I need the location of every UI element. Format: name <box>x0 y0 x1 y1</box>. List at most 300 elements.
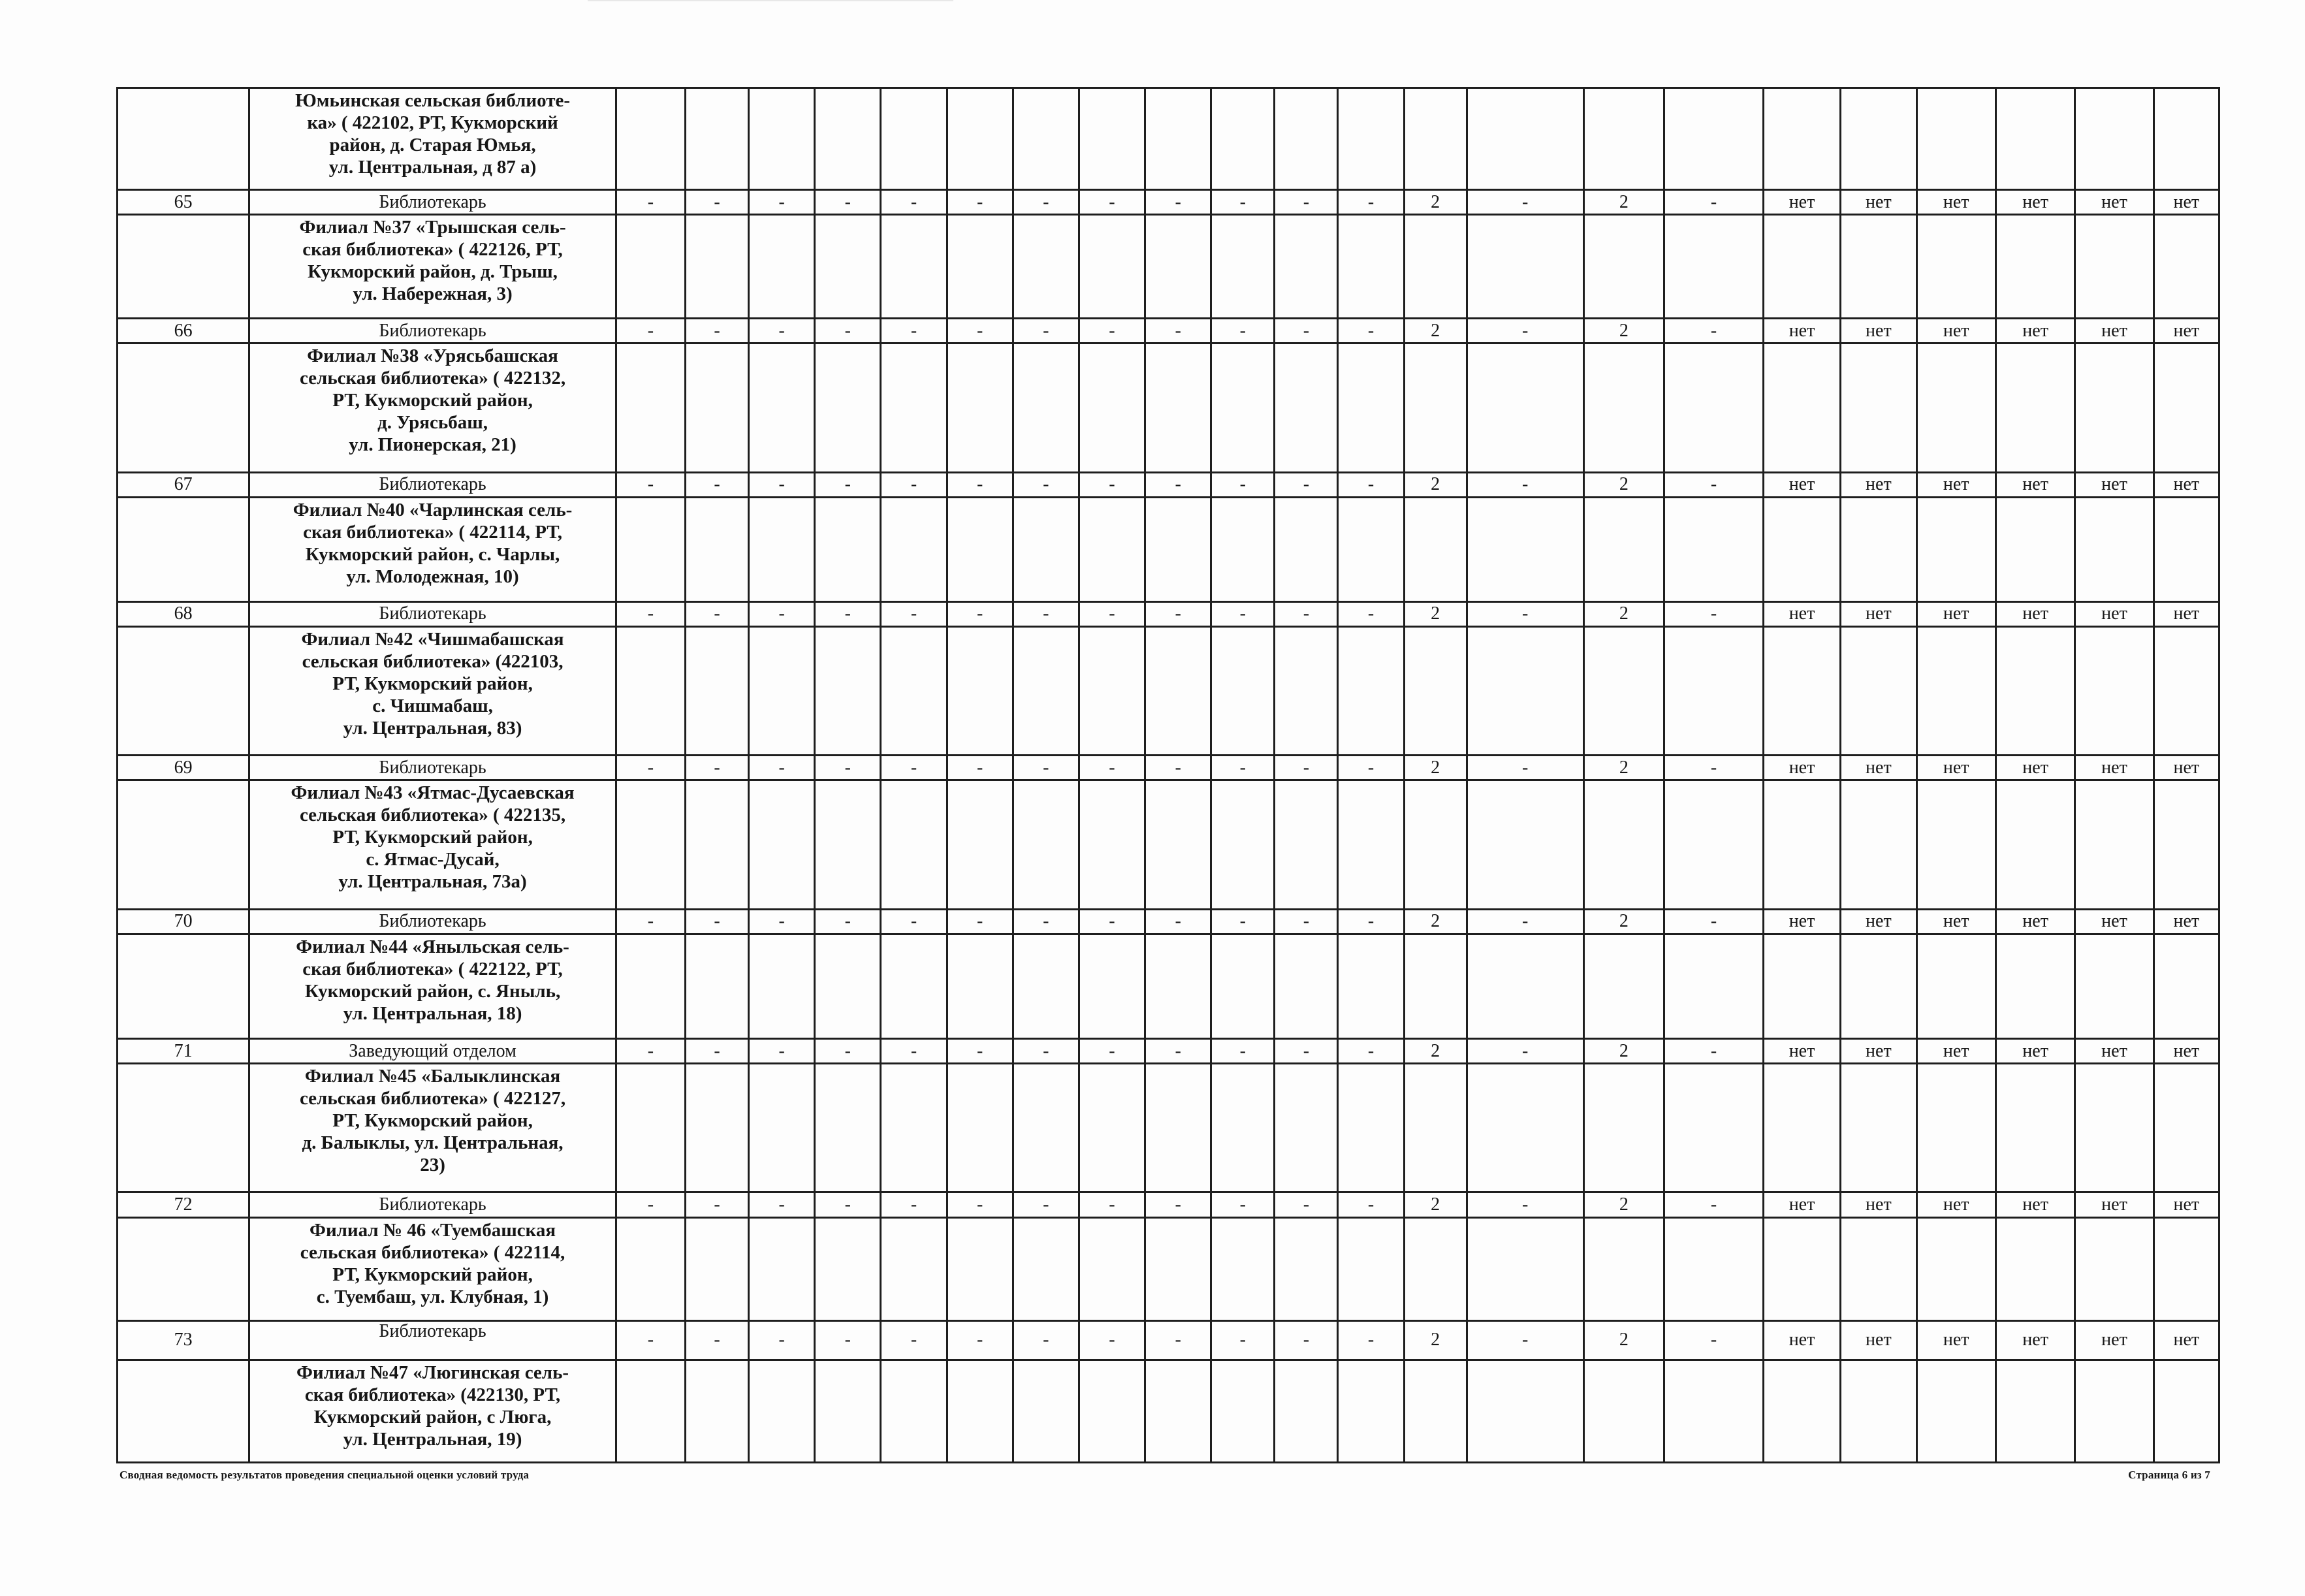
position-title-cell: Библиотекарь <box>249 909 616 934</box>
empty-cell <box>1664 1217 1764 1320</box>
empty-cell <box>1338 343 1404 472</box>
value-cell: - <box>1145 1192 1211 1217</box>
value-cell: - <box>1145 189 1211 214</box>
value-cell: нет <box>1995 909 2074 934</box>
value-cell: - <box>685 189 748 214</box>
table-row-position <box>118 601 2219 626</box>
value-cell: - <box>1338 601 1404 626</box>
empty-cell <box>1079 627 1145 756</box>
empty-cell <box>947 1064 1013 1192</box>
value-cell: 2 <box>1583 319 1664 343</box>
branch-address-cell: Филиал №45 «Балыклинская сельская библиотека» ( 422127, РТ, Кукморский район, д. Балыклы, ул. Центральная, 23) <box>249 1064 616 1192</box>
empty-cell <box>1338 934 1404 1038</box>
row-number-cell <box>118 497 249 601</box>
empty-cell <box>616 215 685 319</box>
value-cell: нет <box>1841 319 1916 343</box>
empty-cell <box>1763 1360 1840 1462</box>
empty-cell <box>1841 627 1916 756</box>
value-cell: - <box>881 1038 947 1063</box>
empty-cell <box>1145 343 1211 472</box>
empty-cell <box>1145 1217 1211 1320</box>
empty-cell <box>1467 1360 1583 1462</box>
empty-cell <box>815 88 881 190</box>
empty-cell <box>1404 627 1467 756</box>
empty-cell <box>1079 497 1145 601</box>
value-cell: - <box>1275 1192 1338 1217</box>
empty-cell <box>2075 1217 2154 1320</box>
empty-cell <box>685 88 748 190</box>
value-cell: - <box>815 472 881 497</box>
table-row-branch-address <box>118 1064 2219 1192</box>
empty-cell <box>1995 497 2074 601</box>
empty-cell <box>1664 780 1764 909</box>
empty-cell <box>1995 1064 2074 1192</box>
empty-cell <box>1763 1217 1840 1320</box>
empty-cell <box>1841 934 1916 1038</box>
empty-cell <box>1583 343 1664 472</box>
value-cell: нет <box>1995 756 2074 780</box>
empty-cell <box>1995 88 2074 190</box>
value-cell: - <box>947 472 1013 497</box>
empty-cell <box>1275 1360 1338 1462</box>
empty-cell <box>2154 215 2219 319</box>
empty-cell <box>685 627 748 756</box>
empty-cell <box>1211 780 1275 909</box>
value-cell: - <box>1664 601 1764 626</box>
branch-address-cell: Филиал №40 «Чарлинская сель- ская библиотека» ( 422114, РТ, Кукморский район, с. Чарлы, ул. Молодежная, 10) <box>249 497 616 601</box>
position-title-cell: Библиотекарь <box>249 189 616 214</box>
value-cell: 2 <box>1583 756 1664 780</box>
footer-page-number: Страница 6 из 7 <box>2128 1469 2210 1481</box>
value-cell: - <box>1275 319 1338 343</box>
empty-cell <box>947 497 1013 601</box>
value-cell: - <box>881 1192 947 1217</box>
empty-cell <box>616 780 685 909</box>
value-cell: нет <box>2075 1320 2154 1360</box>
value-cell: - <box>1275 189 1338 214</box>
table-body <box>118 88 2219 1463</box>
empty-cell <box>1916 497 1995 601</box>
value-cell: нет <box>1841 472 1916 497</box>
empty-cell <box>616 934 685 1038</box>
value-cell: - <box>1211 909 1275 934</box>
empty-cell <box>616 1360 685 1462</box>
value-cell: - <box>685 756 748 780</box>
value-cell: - <box>1467 189 1583 214</box>
empty-cell <box>2075 88 2154 190</box>
value-cell: - <box>1013 756 1079 780</box>
empty-cell <box>1013 343 1079 472</box>
empty-cell <box>1916 88 1995 190</box>
row-number-cell <box>118 1064 249 1192</box>
empty-cell <box>616 88 685 190</box>
empty-cell <box>1763 88 1840 190</box>
empty-cell <box>1763 343 1840 472</box>
empty-cell <box>1467 627 1583 756</box>
empty-cell <box>749 1217 815 1320</box>
empty-cell <box>1013 1217 1079 1320</box>
empty-cell <box>881 497 947 601</box>
value-cell: - <box>1664 319 1764 343</box>
value-cell: - <box>1338 909 1404 934</box>
empty-cell <box>1995 1217 2074 1320</box>
empty-cell <box>2075 780 2154 909</box>
empty-cell <box>2075 934 2154 1038</box>
value-cell: нет <box>1841 1320 1916 1360</box>
value-cell: 2 <box>1583 189 1664 214</box>
value-cell: - <box>881 909 947 934</box>
empty-cell <box>881 1064 947 1192</box>
empty-cell <box>1338 1064 1404 1192</box>
value-cell: нет <box>1841 756 1916 780</box>
empty-cell <box>2075 627 2154 756</box>
empty-cell <box>1211 1217 1275 1320</box>
value-cell: - <box>947 189 1013 214</box>
value-cell: нет <box>1916 601 1995 626</box>
empty-cell <box>616 1217 685 1320</box>
empty-cell <box>1841 1217 1916 1320</box>
row-number-cell <box>118 88 249 190</box>
empty-cell <box>1763 627 1840 756</box>
empty-cell <box>1664 88 1764 190</box>
value-cell: - <box>881 319 947 343</box>
table-row-position <box>118 1192 2219 1217</box>
empty-cell <box>1404 497 1467 601</box>
empty-cell <box>1916 1217 1995 1320</box>
empty-cell <box>1275 497 1338 601</box>
row-number-cell: 70 <box>118 909 249 934</box>
value-cell: - <box>616 1320 685 1360</box>
empty-cell <box>881 780 947 909</box>
value-cell: - <box>1467 1038 1583 1063</box>
value-cell: - <box>1664 1192 1764 1217</box>
empty-cell <box>1079 934 1145 1038</box>
row-number-cell <box>118 343 249 472</box>
empty-cell <box>1841 780 1916 909</box>
value-cell: - <box>1145 319 1211 343</box>
value-cell: - <box>1145 909 1211 934</box>
value-cell: - <box>1467 756 1583 780</box>
value-cell: нет <box>2075 189 2154 214</box>
empty-cell <box>815 1360 881 1462</box>
empty-cell <box>1275 1064 1338 1192</box>
value-cell: - <box>1079 756 1145 780</box>
value-cell: нет <box>1841 189 1916 214</box>
empty-cell <box>1841 88 1916 190</box>
value-cell: 2 <box>1404 601 1467 626</box>
empty-cell <box>881 88 947 190</box>
table-row-branch-address <box>118 1217 2219 1320</box>
branch-address-cell: Филиал № 46 «Туембашская сельская библиотека» ( 422114, РТ, Кукморский район, с. Туембаш, ул. Клубная, 1) <box>249 1217 616 1320</box>
scan-artifact <box>588 0 953 1</box>
empty-cell <box>947 627 1013 756</box>
row-number-cell <box>118 934 249 1038</box>
value-cell: - <box>1013 1038 1079 1063</box>
value-cell: - <box>1338 1320 1404 1360</box>
empty-cell <box>1079 1360 1145 1462</box>
empty-cell <box>2154 88 2219 190</box>
empty-cell <box>1211 934 1275 1038</box>
branch-address-cell: Филиал №44 «Яныльская сель- ская библиотека» ( 422122, РТ, Кукморский район, с. Яныль, ул. Центральная, 18) <box>249 934 616 1038</box>
empty-cell <box>1664 497 1764 601</box>
empty-cell <box>947 1360 1013 1462</box>
empty-cell <box>1763 780 1840 909</box>
value-cell: нет <box>1841 1192 1916 1217</box>
value-cell: - <box>1211 472 1275 497</box>
empty-cell <box>685 780 748 909</box>
empty-cell <box>881 215 947 319</box>
value-cell: нет <box>2075 1038 2154 1063</box>
value-cell: - <box>815 909 881 934</box>
value-cell: - <box>815 319 881 343</box>
empty-cell <box>1013 1064 1079 1192</box>
value-cell: - <box>1338 756 1404 780</box>
value-cell: - <box>947 1320 1013 1360</box>
empty-cell <box>1841 1064 1916 1192</box>
value-cell: - <box>815 1320 881 1360</box>
empty-cell <box>1404 1360 1467 1462</box>
empty-cell <box>2154 1217 2219 1320</box>
table-row-position <box>118 189 2219 214</box>
empty-cell <box>1079 343 1145 472</box>
empty-cell <box>2154 497 2219 601</box>
empty-cell <box>2154 780 2219 909</box>
empty-cell <box>1145 497 1211 601</box>
branch-address-cell: Филиал №47 «Люгинская сель- ская библиотека» (422130, РТ, Кукморский район, с Люга, ул. Центральная, 19) <box>249 1360 616 1462</box>
row-number-cell <box>118 780 249 909</box>
value-cell: - <box>1467 319 1583 343</box>
empty-cell <box>1013 215 1079 319</box>
value-cell: - <box>616 472 685 497</box>
empty-cell <box>815 1217 881 1320</box>
empty-cell <box>1664 343 1764 472</box>
empty-cell <box>1664 934 1764 1038</box>
value-cell: - <box>1467 472 1583 497</box>
value-cell: нет <box>1995 1038 2074 1063</box>
table-row-branch-address <box>118 88 2219 190</box>
value-cell: нет <box>1841 909 1916 934</box>
table-row-position <box>118 756 2219 780</box>
empty-cell <box>1079 780 1145 909</box>
empty-cell <box>1763 215 1840 319</box>
value-cell: - <box>815 756 881 780</box>
value-cell: - <box>947 1192 1013 1217</box>
empty-cell <box>1404 780 1467 909</box>
value-cell: нет <box>1916 472 1995 497</box>
value-cell: 2 <box>1583 1320 1664 1360</box>
value-cell: 2 <box>1583 1038 1664 1063</box>
value-cell: - <box>1211 756 1275 780</box>
empty-cell <box>1916 215 1995 319</box>
empty-cell <box>1338 215 1404 319</box>
value-cell: - <box>1079 189 1145 214</box>
branch-address-cell: Юмьинская сельская библиоте- ка» ( 422102, РТ, Кукморский район, д. Старая Юмья, ул. Центральная, д 87 а) <box>249 88 616 190</box>
table-row-branch-address <box>118 934 2219 1038</box>
empty-cell <box>749 343 815 472</box>
empty-cell <box>947 780 1013 909</box>
value-cell: - <box>1145 472 1211 497</box>
value-cell: - <box>1664 472 1764 497</box>
empty-cell <box>1211 1360 1275 1462</box>
value-cell: - <box>1338 1192 1404 1217</box>
value-cell: нет <box>1763 1320 1840 1360</box>
empty-cell <box>2154 627 2219 756</box>
empty-cell <box>815 934 881 1038</box>
value-cell: - <box>1013 909 1079 934</box>
empty-cell <box>1079 215 1145 319</box>
empty-cell <box>1211 88 1275 190</box>
value-cell: нет <box>1916 189 1995 214</box>
table-row-position <box>118 1038 2219 1063</box>
value-cell: нет <box>2075 601 2154 626</box>
empty-cell <box>1841 215 1916 319</box>
value-cell: - <box>749 1320 815 1360</box>
branch-address-cell: Филиал №43 «Ятмас-Дусаевская сельская библиотека» ( 422135, РТ, Кукморский район, с. Ятмас-Дусай, ул. Центральная, 73а) <box>249 780 616 909</box>
empty-cell <box>1079 1217 1145 1320</box>
value-cell: 2 <box>1404 319 1467 343</box>
empty-cell <box>1275 1217 1338 1320</box>
empty-cell <box>1275 627 1338 756</box>
empty-cell <box>1275 780 1338 909</box>
row-number-cell: 73 <box>118 1320 249 1360</box>
value-cell: нет <box>2154 1192 2219 1217</box>
value-cell: - <box>685 601 748 626</box>
empty-cell <box>1211 627 1275 756</box>
empty-cell <box>1841 343 1916 472</box>
value-cell: нет <box>1763 601 1840 626</box>
value-cell: нет <box>2154 319 2219 343</box>
row-number-cell <box>118 1360 249 1462</box>
value-cell: - <box>1211 601 1275 626</box>
value-cell: - <box>749 1192 815 1217</box>
empty-cell <box>1467 1064 1583 1192</box>
value-cell: - <box>1338 319 1404 343</box>
value-cell: 2 <box>1404 1320 1467 1360</box>
value-cell: - <box>1145 1038 1211 1063</box>
empty-cell <box>1995 343 2074 472</box>
empty-cell <box>1583 88 1664 190</box>
table-row-position <box>118 909 2219 934</box>
position-title-cell: Заведующий отделом <box>249 1038 616 1063</box>
value-cell: - <box>1013 601 1079 626</box>
empty-cell <box>815 343 881 472</box>
empty-cell <box>815 497 881 601</box>
empty-cell <box>749 1064 815 1192</box>
value-cell: нет <box>2154 1320 2219 1360</box>
value-cell: - <box>1211 1192 1275 1217</box>
value-cell: - <box>1275 756 1338 780</box>
empty-cell <box>1404 88 1467 190</box>
empty-cell <box>1763 497 1840 601</box>
branch-address-cell: Филиал №37 «Трышская сель- ская библиотека» ( 422126, РТ, Кукморский район, д. Трыш, ул. Набережная, 3) <box>249 215 616 319</box>
empty-cell <box>1211 343 1275 472</box>
value-cell: - <box>1467 1320 1583 1360</box>
empty-cell <box>1916 627 1995 756</box>
value-cell: нет <box>1841 601 1916 626</box>
position-title-cell: Библиотекарь <box>249 1320 616 1360</box>
empty-cell <box>1583 780 1664 909</box>
value-cell: - <box>685 472 748 497</box>
empty-cell <box>1664 1360 1764 1462</box>
empty-cell <box>685 215 748 319</box>
empty-cell <box>815 627 881 756</box>
value-cell: нет <box>1995 601 2074 626</box>
value-cell: - <box>1467 1192 1583 1217</box>
value-cell: - <box>881 472 947 497</box>
row-number-cell: 69 <box>118 756 249 780</box>
value-cell: - <box>616 601 685 626</box>
value-cell: - <box>685 1192 748 1217</box>
value-cell: нет <box>2154 756 2219 780</box>
value-cell: - <box>1275 909 1338 934</box>
row-number-cell: 68 <box>118 601 249 626</box>
empty-cell <box>1467 934 1583 1038</box>
empty-cell <box>947 934 1013 1038</box>
value-cell: - <box>1211 1038 1275 1063</box>
empty-cell <box>1404 343 1467 472</box>
value-cell: - <box>1275 601 1338 626</box>
value-cell: - <box>1664 1038 1764 1063</box>
empty-cell <box>1013 88 1079 190</box>
empty-cell <box>1583 1064 1664 1192</box>
value-cell: - <box>685 319 748 343</box>
value-cell: нет <box>1763 1038 1840 1063</box>
empty-cell <box>1583 627 1664 756</box>
table-row-branch-address <box>118 215 2219 319</box>
position-title-cell: Библиотекарь <box>249 319 616 343</box>
empty-cell <box>1404 1217 1467 1320</box>
value-cell: нет <box>2075 909 2154 934</box>
empty-cell <box>1338 1217 1404 1320</box>
value-cell: нет <box>2075 1192 2154 1217</box>
value-cell: - <box>685 1320 748 1360</box>
empty-cell <box>2075 215 2154 319</box>
value-cell: - <box>1211 319 1275 343</box>
empty-cell <box>815 780 881 909</box>
branch-address-cell: Филиал №38 «Урясьбашская сельская библиотека» ( 422132, РТ, Кукморский район, д. Урясьбаш, ул. Пионерская, 21) <box>249 343 616 472</box>
value-cell: - <box>616 756 685 780</box>
empty-cell <box>1841 1360 1916 1462</box>
value-cell: нет <box>1916 909 1995 934</box>
empty-cell <box>616 627 685 756</box>
empty-cell <box>1338 1360 1404 1462</box>
value-cell: - <box>1338 472 1404 497</box>
empty-cell <box>1338 497 1404 601</box>
value-cell: нет <box>1763 189 1840 214</box>
value-cell: 2 <box>1404 189 1467 214</box>
value-cell: - <box>1079 1320 1145 1360</box>
row-number-cell: 67 <box>118 472 249 497</box>
value-cell: нет <box>1995 1320 2074 1360</box>
empty-cell <box>616 343 685 472</box>
value-cell: 2 <box>1583 472 1664 497</box>
value-cell: - <box>1275 1038 1338 1063</box>
empty-cell <box>1145 934 1211 1038</box>
empty-cell <box>1467 88 1583 190</box>
table-row-position <box>118 319 2219 343</box>
value-cell: - <box>881 1320 947 1360</box>
value-cell: - <box>749 319 815 343</box>
empty-cell <box>815 1064 881 1192</box>
value-cell: - <box>1338 189 1404 214</box>
row-number-cell: 71 <box>118 1038 249 1063</box>
row-number-cell <box>118 215 249 319</box>
empty-cell <box>1467 343 1583 472</box>
empty-cell <box>881 343 947 472</box>
value-cell: - <box>815 601 881 626</box>
empty-cell <box>1211 1064 1275 1192</box>
empty-cell <box>881 1360 947 1462</box>
